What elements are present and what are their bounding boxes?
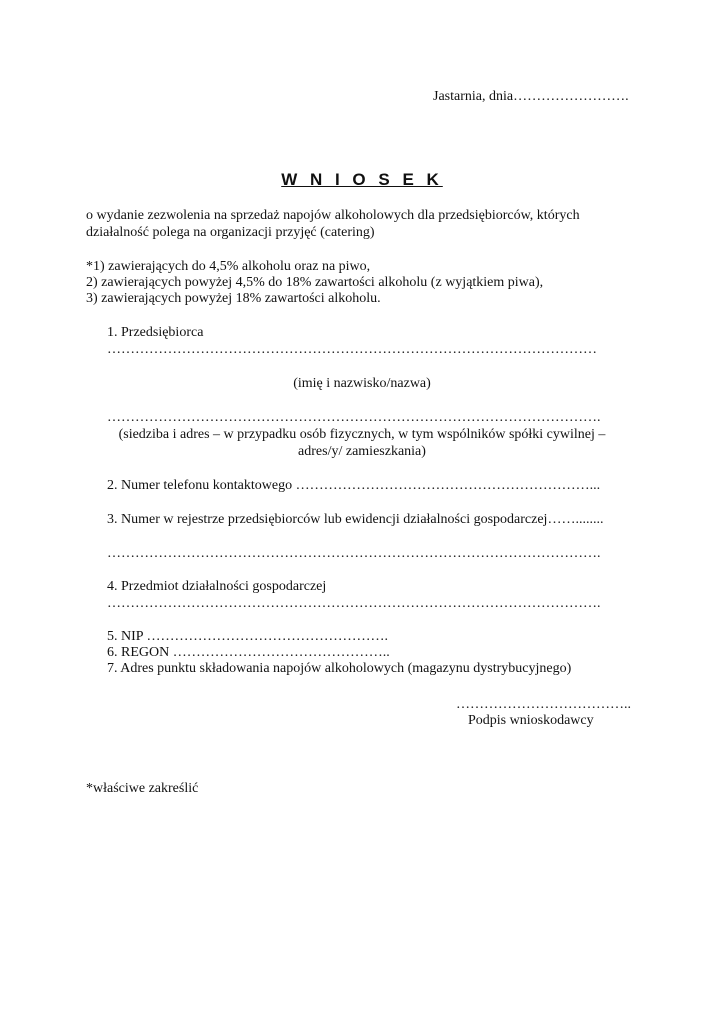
subtitle-line-2: działalność polega na organizacji przyjęć (catering) xyxy=(86,225,375,240)
item-1-fill-line: …………………………………………………………………………………………… xyxy=(107,342,597,357)
item-1b-fill-line: ……………………………………………………………………………………………. xyxy=(107,410,601,425)
item-3-register: 3. Numer w rejestrze przedsiębiorców lub ewidencji działalności gospodarczej……........ xyxy=(107,512,604,527)
item-1-caption: (imię i nazwisko/nazwa) xyxy=(293,376,431,391)
item-5-nip: 5. NIP ……………………………………………. xyxy=(107,629,389,644)
item-4-fill-line: ……………………………………………………………………………………………. xyxy=(107,596,601,611)
signature-line: ……………………………….. xyxy=(456,697,631,712)
item-4-label: 4. Przedmiot działalności gospodarczej xyxy=(107,579,327,594)
item-1-label: 1. Przedsiębiorca xyxy=(107,325,204,340)
footnote: *właściwe zakreślić xyxy=(86,781,199,796)
item-1b-caption-line-1: (siedziba i adres – w przypadku osób fizycznych, w tym wspólników spółki cywilnej – xyxy=(118,427,606,442)
document-title: W N I O S E K xyxy=(281,170,443,189)
item-2-phone: 2. Numer telefonu kontaktowego ………………………………………………………... xyxy=(107,478,601,493)
option-1: *1) zawierających do 4,5% alkoholu oraz na piwo, xyxy=(86,259,371,274)
option-3: 3) zawierających powyżej 18% zawartości alkoholu. xyxy=(86,291,381,306)
option-2: 2) zawierających powyżej 4,5% do 18% zawartości alkoholu (z wyjątkiem piwa), xyxy=(86,275,544,290)
item-1b-caption-line-2: adres/y/ zamieszkania) xyxy=(298,444,426,459)
place-date: Jastarnia, dnia……………………. xyxy=(433,89,629,104)
item-7-storage-address: 7. Adres punktu składowania napojów alkoholowych (magazynu dystrybucyjnego) xyxy=(107,661,572,676)
item-3-fill-line: ……………………………………………………………………………………………. xyxy=(107,546,601,561)
subtitle-line-1: o wydanie zezwolenia na sprzedaż napojów alkoholowych dla przedsiębiorców, których xyxy=(86,208,580,223)
signature-label: Podpis wnioskodawcy xyxy=(468,713,594,728)
item-6-regon: 6. REGON ……………………………………….. xyxy=(107,645,390,660)
